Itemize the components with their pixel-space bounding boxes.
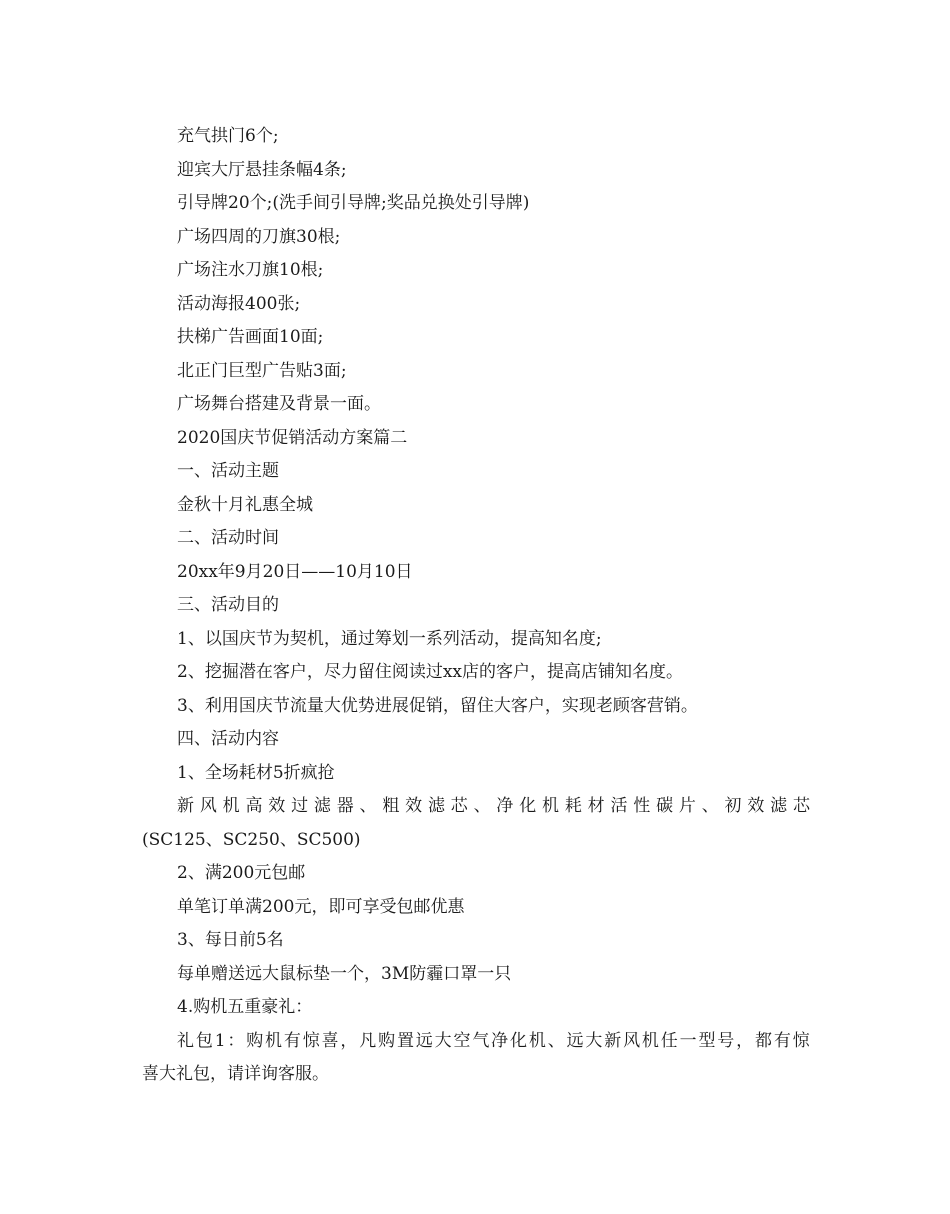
justified-line [177, 1030, 810, 1052]
text-line: 引导牌20个;(洗手间引导牌;奖品兑换处引导牌) [177, 193, 530, 213]
char: 碳 [656, 796, 674, 816]
char: 性 [633, 796, 651, 816]
text-line: 广场四周的刀旗30根; [177, 227, 341, 247]
text-line: 广场舞台搭建及背景一面。 [177, 394, 381, 414]
char: 净 [491, 1031, 509, 1051]
char: 滤 [770, 796, 788, 816]
char: 效 [268, 796, 286, 816]
char: 风 [199, 796, 217, 816]
text-line: 喜大礼包，请详询客服。 [142, 1064, 329, 1084]
char: 惊 [302, 1031, 320, 1051]
char: 一 [679, 1031, 697, 1051]
justified-line [177, 795, 810, 817]
text-line: 20xx年9月20日——10月10日 [177, 562, 413, 582]
char: 气 [472, 1031, 490, 1051]
heading-theme: 一、活动主题 [177, 461, 279, 481]
char: 喜 [321, 1031, 339, 1051]
text-line: (SC125、SC250、SC500) [142, 830, 361, 850]
char: 化 [519, 796, 537, 816]
text-line: 广场注水刀旗10根; [177, 260, 324, 280]
text-line: 扶梯广告画面10面; [177, 327, 324, 347]
char: 新 [604, 1031, 622, 1051]
text-line: 充气拱门6个; [177, 126, 279, 146]
char: 机 [265, 1031, 283, 1051]
char: 礼 [177, 1031, 194, 1051]
char: 过 [291, 796, 309, 816]
char: 、 [547, 1031, 565, 1051]
char: 置 [396, 1031, 414, 1051]
char: 材 [587, 796, 605, 816]
text-line: 4.购机五重豪礼： [177, 997, 313, 1017]
text-line: 3、每日前5名 [177, 930, 284, 950]
text-line: 单笔订单满200元，即可享受包邮优惠 [177, 897, 465, 917]
char: 有 [283, 1031, 301, 1051]
char: 耗 [564, 796, 582, 816]
char: 片 [678, 796, 696, 816]
heading-purpose: 三、活动目的 [177, 595, 279, 615]
text-line: 1、全场耗材5折疯抢 [177, 763, 335, 783]
heading-content: 四、活动内容 [177, 729, 279, 749]
char: 、 [701, 796, 719, 816]
char: 包 [195, 1031, 213, 1051]
char: 凡 [359, 1031, 377, 1051]
char: 机 [222, 796, 240, 816]
char: 芯 [792, 796, 810, 816]
char: ， [736, 1031, 754, 1051]
text-line: 迎宾大厅悬挂条幅4条; [177, 160, 347, 180]
char: 机 [542, 796, 559, 816]
char: 1 [214, 1031, 226, 1051]
char: 器 [336, 796, 354, 816]
char: 购 [378, 1031, 396, 1051]
char: 机 [641, 1031, 659, 1051]
char: 远 [566, 1031, 584, 1051]
char: 惊 [792, 1031, 810, 1051]
text-line: 1、以国庆节为契机，通过筹划一系列活动，提高知名度; [177, 629, 602, 649]
char: 机 [528, 1031, 546, 1051]
char: 芯 [450, 796, 468, 816]
char: 远 [415, 1031, 433, 1051]
char: 滤 [427, 796, 445, 816]
char: 滤 [313, 796, 331, 816]
text-line: 北正门巨型广告贴3面; [177, 361, 347, 381]
char: ： [227, 1031, 245, 1051]
text-line: 活动海报400张; [177, 294, 301, 314]
char: 号 [717, 1031, 735, 1051]
char: 大 [434, 1031, 452, 1051]
char: 任 [660, 1031, 678, 1051]
text-line: 2、挖掘潜在客户，尽力留住阅读过xx店的客户，提高店铺知名度。 [177, 662, 683, 682]
char: 净 [496, 796, 514, 816]
heading-time: 二、活动时间 [177, 528, 279, 548]
char: 粗 [382, 796, 400, 816]
char: 效 [747, 796, 765, 816]
char: 高 [245, 796, 263, 816]
char: 、 [359, 796, 377, 816]
char: 购 [246, 1031, 264, 1051]
char: 空 [453, 1031, 471, 1051]
char: ， [340, 1031, 358, 1051]
char: 都 [754, 1031, 772, 1051]
char: 有 [773, 1031, 791, 1051]
char: 活 [610, 796, 628, 816]
char: 初 [724, 796, 742, 816]
text-line: 每单赠送远大鼠标垫一个，3M防霾口罩一只 [177, 964, 512, 984]
text-line: 3、利用国庆节流量大优势进展促销，留住大客户，实现老顾客营销。 [177, 696, 698, 716]
char: 、 [473, 796, 491, 816]
char: 新 [177, 796, 194, 816]
text-line: 2、满200元包邮 [177, 863, 306, 883]
char: 风 [623, 1031, 641, 1051]
char: 大 [585, 1031, 603, 1051]
char: 化 [510, 1031, 528, 1051]
section-title: 2020国庆节促销活动方案篇二 [177, 428, 408, 448]
char: 效 [405, 796, 423, 816]
char: 型 [698, 1031, 716, 1051]
text-line: 金秋十月礼惠全城 [177, 495, 313, 515]
